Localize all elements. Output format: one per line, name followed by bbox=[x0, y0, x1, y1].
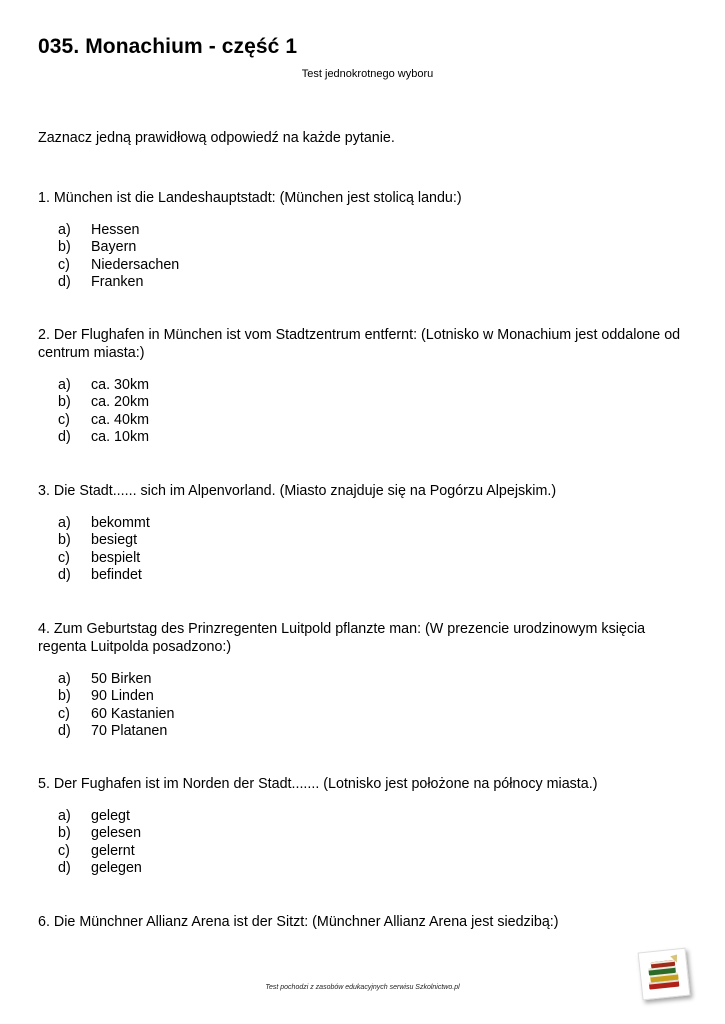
question-text: 2. Der Flughafen in München ist vom Stadtzentrum entfernt: (Lotnisko w Monachium jest oddalone od centrum miasta:) bbox=[38, 327, 681, 361]
answer-letter: c) bbox=[58, 705, 70, 722]
answer-list bbox=[38, 515, 688, 584]
answer-letter: c) bbox=[58, 549, 70, 566]
answer-letter: d) bbox=[58, 428, 71, 445]
answer-text: ca. 40km bbox=[91, 411, 150, 428]
question-2 bbox=[38, 326, 688, 446]
answer-letter: d) bbox=[58, 273, 71, 290]
answer-option[interactable] bbox=[38, 550, 688, 567]
page-title: 035. Monachium - część 1 bbox=[38, 35, 298, 58]
answer-letter: a) bbox=[58, 222, 71, 238]
question-text: 4. Zum Geburtstag des Prinzregenten Luitpold pflanzte man: (W prezencie urodzinowym księcia regenta Luitpolda posadzono:) bbox=[38, 621, 646, 655]
answer-text: 70 Platanen bbox=[91, 722, 168, 739]
answer-text: bekommt bbox=[91, 515, 150, 531]
answer-option[interactable] bbox=[38, 532, 688, 549]
footer-source-note: Test pochodzi z zasobów edukacyjnych serwisu Szkolnictwo.pl bbox=[265, 984, 460, 991]
answer-text: Hessen bbox=[91, 222, 140, 238]
question-text: 3. Die Stadt...... sich im Alpenvorland. (Miasto znajduje się na Pogórzu Alpejskim.) bbox=[38, 483, 557, 499]
answer-option[interactable] bbox=[38, 706, 688, 723]
answer-letter: a) bbox=[58, 671, 71, 687]
answer-text: 50 Birken bbox=[91, 671, 152, 687]
page-subtitle: Test jednokrotnego wyboru bbox=[301, 68, 434, 80]
answer-letter: c) bbox=[58, 256, 70, 273]
answer-text: ca. 20km bbox=[91, 394, 150, 411]
answer-option[interactable] bbox=[38, 808, 688, 825]
question-4 bbox=[38, 620, 688, 740]
answer-text: besiegt bbox=[91, 532, 138, 549]
question-5 bbox=[38, 775, 688, 877]
answer-letter: a) bbox=[58, 808, 71, 824]
answer-option[interactable] bbox=[38, 274, 688, 291]
books-stack-icon bbox=[638, 948, 691, 1001]
answer-list bbox=[38, 222, 688, 291]
answer-text: gelernt bbox=[91, 842, 135, 859]
answer-text: gelegt bbox=[91, 808, 130, 824]
question-6 bbox=[38, 913, 688, 931]
answer-letter: d) bbox=[58, 859, 71, 876]
answer-option[interactable] bbox=[38, 723, 688, 740]
answer-letter: b) bbox=[58, 688, 71, 705]
answer-text: gelegen bbox=[91, 859, 142, 876]
answer-text: befindet bbox=[91, 566, 142, 583]
answer-list bbox=[38, 808, 688, 877]
answer-letter: b) bbox=[58, 239, 71, 256]
instruction-text: Zaznacz jedną prawidłową odpowiedź na każde pytanie. bbox=[38, 130, 395, 146]
answer-letter: c) bbox=[58, 842, 70, 859]
answer-letter: b) bbox=[58, 532, 71, 549]
answer-text: bespielt bbox=[91, 549, 141, 566]
answer-letter: c) bbox=[58, 411, 70, 428]
answer-list bbox=[38, 671, 688, 740]
answer-option[interactable] bbox=[38, 239, 688, 256]
answer-option[interactable] bbox=[38, 567, 688, 584]
question-text: 1. München ist die Landeshauptstadt: (München jest stolicą landu:) bbox=[38, 190, 462, 206]
answer-option[interactable] bbox=[38, 394, 688, 411]
answer-letter: d) bbox=[58, 722, 71, 739]
answer-text: gelesen bbox=[91, 825, 142, 842]
answer-option[interactable] bbox=[38, 843, 688, 860]
answer-option[interactable] bbox=[38, 412, 688, 429]
answer-text: 90 Linden bbox=[91, 688, 154, 705]
question-text: 6. Die Münchner Allianz Arena ist der Sitzt: (Münchner Allianz Arena jest siedzibą:) bbox=[38, 914, 559, 930]
answer-option[interactable] bbox=[38, 222, 688, 239]
answer-letter: a) bbox=[58, 377, 71, 393]
answer-letter: a) bbox=[58, 515, 71, 531]
answer-list bbox=[38, 377, 688, 446]
question-text: 5. Der Fughafen ist im Norden der Stadt....... (Lotnisko jest położone na północy miasta.) bbox=[38, 776, 598, 792]
answer-option[interactable] bbox=[38, 377, 688, 394]
answer-option[interactable] bbox=[38, 429, 688, 446]
answer-text: ca. 10km bbox=[91, 428, 150, 445]
answer-option[interactable] bbox=[38, 257, 688, 274]
question-3 bbox=[38, 482, 688, 584]
answer-text: Bayern bbox=[91, 239, 137, 256]
answer-option[interactable] bbox=[38, 515, 688, 532]
answer-text: Franken bbox=[91, 273, 144, 290]
question-1 bbox=[38, 189, 688, 291]
answer-letter: b) bbox=[58, 825, 71, 842]
answer-letter: b) bbox=[58, 394, 71, 411]
answer-option[interactable] bbox=[38, 825, 688, 842]
answer-option[interactable] bbox=[38, 860, 688, 877]
answer-text: Niedersachen bbox=[91, 256, 180, 273]
answer-text: 60 Kastanien bbox=[91, 705, 175, 722]
answer-letter: d) bbox=[58, 566, 71, 583]
answer-option[interactable] bbox=[38, 671, 688, 688]
answer-option[interactable] bbox=[38, 688, 688, 705]
answer-text: ca. 30km bbox=[91, 377, 150, 393]
